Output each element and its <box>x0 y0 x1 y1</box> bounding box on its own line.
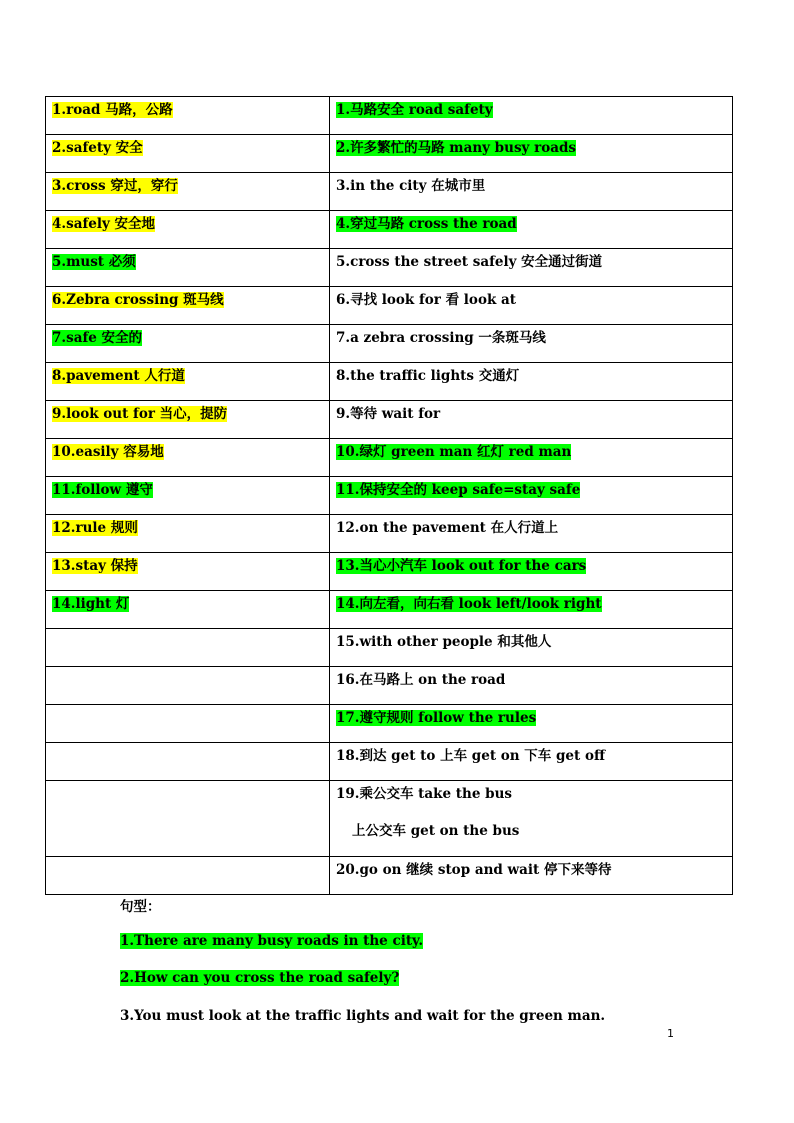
table-row <box>46 781 733 857</box>
vocabulary-table-body <box>46 97 733 781</box>
vocab-word: 6.Zebra crossing 斑马线 <box>52 292 224 308</box>
table-cell-left <box>46 173 330 211</box>
vocab-phrase: 7.a zebra crossing 一条斑马线 <box>336 330 546 346</box>
phrase-19-line1: 19.乘公交车 take the bus <box>336 786 513 802</box>
table-cell-left <box>46 743 330 781</box>
table-cell-right <box>330 629 733 667</box>
table-row <box>46 667 733 705</box>
table-cell-right <box>330 287 733 325</box>
phrase-20: 20.go on 继续 stop and wait 停下来等待 <box>336 862 612 878</box>
table-row <box>46 173 733 211</box>
table-cell-left <box>46 287 330 325</box>
table-row <box>46 743 733 781</box>
vocab-phrase: 14.向左看，向右看 look left/look right <box>336 596 602 612</box>
phrase-19-line2: 上公交车 get on the bus <box>352 823 520 839</box>
vocab-word: 13.stay 保持 <box>52 558 138 574</box>
vocabulary-table <box>45 96 733 895</box>
table-cell-right <box>330 439 733 477</box>
table-cell-right <box>330 705 733 743</box>
table-row <box>46 857 733 895</box>
vocab-word: 1.road 马路，公路 <box>52 102 173 118</box>
table-cell-left <box>46 781 330 857</box>
vocab-phrase: 1.马路安全 road safety <box>336 102 493 118</box>
table-cell-left <box>46 667 330 705</box>
vocab-phrase: 6.寻找 look for 看 look at <box>336 292 516 308</box>
vocab-phrase: 3.in the city 在城市里 <box>336 178 486 194</box>
sentence-3: 3.You must look at the traffic lights and wait for the green man. <box>120 1008 606 1024</box>
table-cell-right <box>330 401 733 439</box>
sentence-1: 1.There are many busy roads in the city. <box>120 933 424 949</box>
table-cell-left <box>46 515 330 553</box>
table-cell-right <box>330 325 733 363</box>
table-row <box>46 211 733 249</box>
sentence-2: 2.How can you cross the road safely? <box>120 970 400 986</box>
vocab-phrase: 2.许多繁忙的马路 many busy roads <box>336 140 576 156</box>
vocab-phrase: 10.绿灯 green man 红灯 red man <box>336 444 572 460</box>
vocab-phrase: 12.on the pavement 在人行道上 <box>336 520 559 536</box>
table-cell-right <box>330 781 733 857</box>
table-cell-left <box>46 363 330 401</box>
table-cell-right <box>330 249 733 287</box>
vocab-phrase: 15.with other people 和其他人 <box>336 634 552 650</box>
table-row <box>46 325 733 363</box>
table-cell-left <box>46 591 330 629</box>
table-cell-left <box>46 211 330 249</box>
table-cell-right <box>330 135 733 173</box>
table-cell-left <box>46 325 330 363</box>
table-row <box>46 401 733 439</box>
vocab-word: 5.must 必须 <box>52 254 136 270</box>
page-number: 1 <box>667 1027 674 1040</box>
table-row <box>46 515 733 553</box>
vocab-word: 11.follow 遵守 <box>52 482 153 498</box>
table-row <box>46 135 733 173</box>
table-row <box>46 97 733 135</box>
table-cell-right <box>330 591 733 629</box>
table-cell-right <box>330 553 733 591</box>
table-cell-left <box>46 439 330 477</box>
vocab-word: 14.light 灯 <box>52 596 130 612</box>
vocab-phrase: 13.当心小汽车 look out for the cars <box>336 558 587 574</box>
vocab-word: 2.safety 安全 <box>52 140 143 156</box>
table-cell-left <box>46 477 330 515</box>
table-row <box>46 287 733 325</box>
table-row <box>46 591 733 629</box>
table-cell-left <box>46 629 330 667</box>
table-cell-left <box>46 553 330 591</box>
table-cell-left <box>46 135 330 173</box>
vocab-word: 9.look out for 当心，提防 <box>52 406 228 422</box>
vocab-word: 3.cross 穿过，穿行 <box>52 178 178 194</box>
table-row <box>46 705 733 743</box>
vocab-phrase: 16.在马路上 on the road <box>336 672 506 688</box>
sentence-heading: 句型： <box>120 899 161 915</box>
table-cell-right <box>330 97 733 135</box>
vocab-word: 12.rule 规则 <box>52 520 138 536</box>
table-row <box>46 363 733 401</box>
table-row <box>46 249 733 287</box>
table-cell-right <box>330 667 733 705</box>
table-cell-left <box>46 857 330 895</box>
table-cell-right <box>330 743 733 781</box>
table-cell-left <box>46 249 330 287</box>
table-cell-right <box>330 173 733 211</box>
vocab-phrase: 5.cross the street safely 安全通过街道 <box>336 254 603 270</box>
table-row <box>46 553 733 591</box>
table-cell-right <box>330 515 733 553</box>
vocab-word: 10.easily 容易地 <box>52 444 164 460</box>
vocab-phrase: 17.遵守规则 follow the rules <box>336 710 537 726</box>
vocab-phrase: 11.保持安全的 keep safe=stay safe <box>336 482 581 498</box>
vocab-phrase: 18.到达 get to 上车 get on 下车 get off <box>336 748 606 764</box>
table-row <box>46 629 733 667</box>
table-cell-right <box>330 857 733 895</box>
table-cell-left <box>46 705 330 743</box>
vocab-phrase: 9.等待 wait for <box>336 406 441 422</box>
table-cell-left <box>46 97 330 135</box>
table-cell-right <box>330 363 733 401</box>
table-cell-right <box>330 211 733 249</box>
vocab-word: 7.safe 安全的 <box>52 330 143 346</box>
table-cell-left <box>46 401 330 439</box>
table-row <box>46 477 733 515</box>
table-row <box>46 439 733 477</box>
vocab-phrase: 8.the traffic lights 交通灯 <box>336 368 520 384</box>
vocab-word: 4.safely 安全地 <box>52 216 156 232</box>
vocab-word: 8.pavement 人行道 <box>52 368 185 384</box>
table-cell-right <box>330 477 733 515</box>
vocab-phrase: 4.穿过马路 cross the road <box>336 216 517 232</box>
